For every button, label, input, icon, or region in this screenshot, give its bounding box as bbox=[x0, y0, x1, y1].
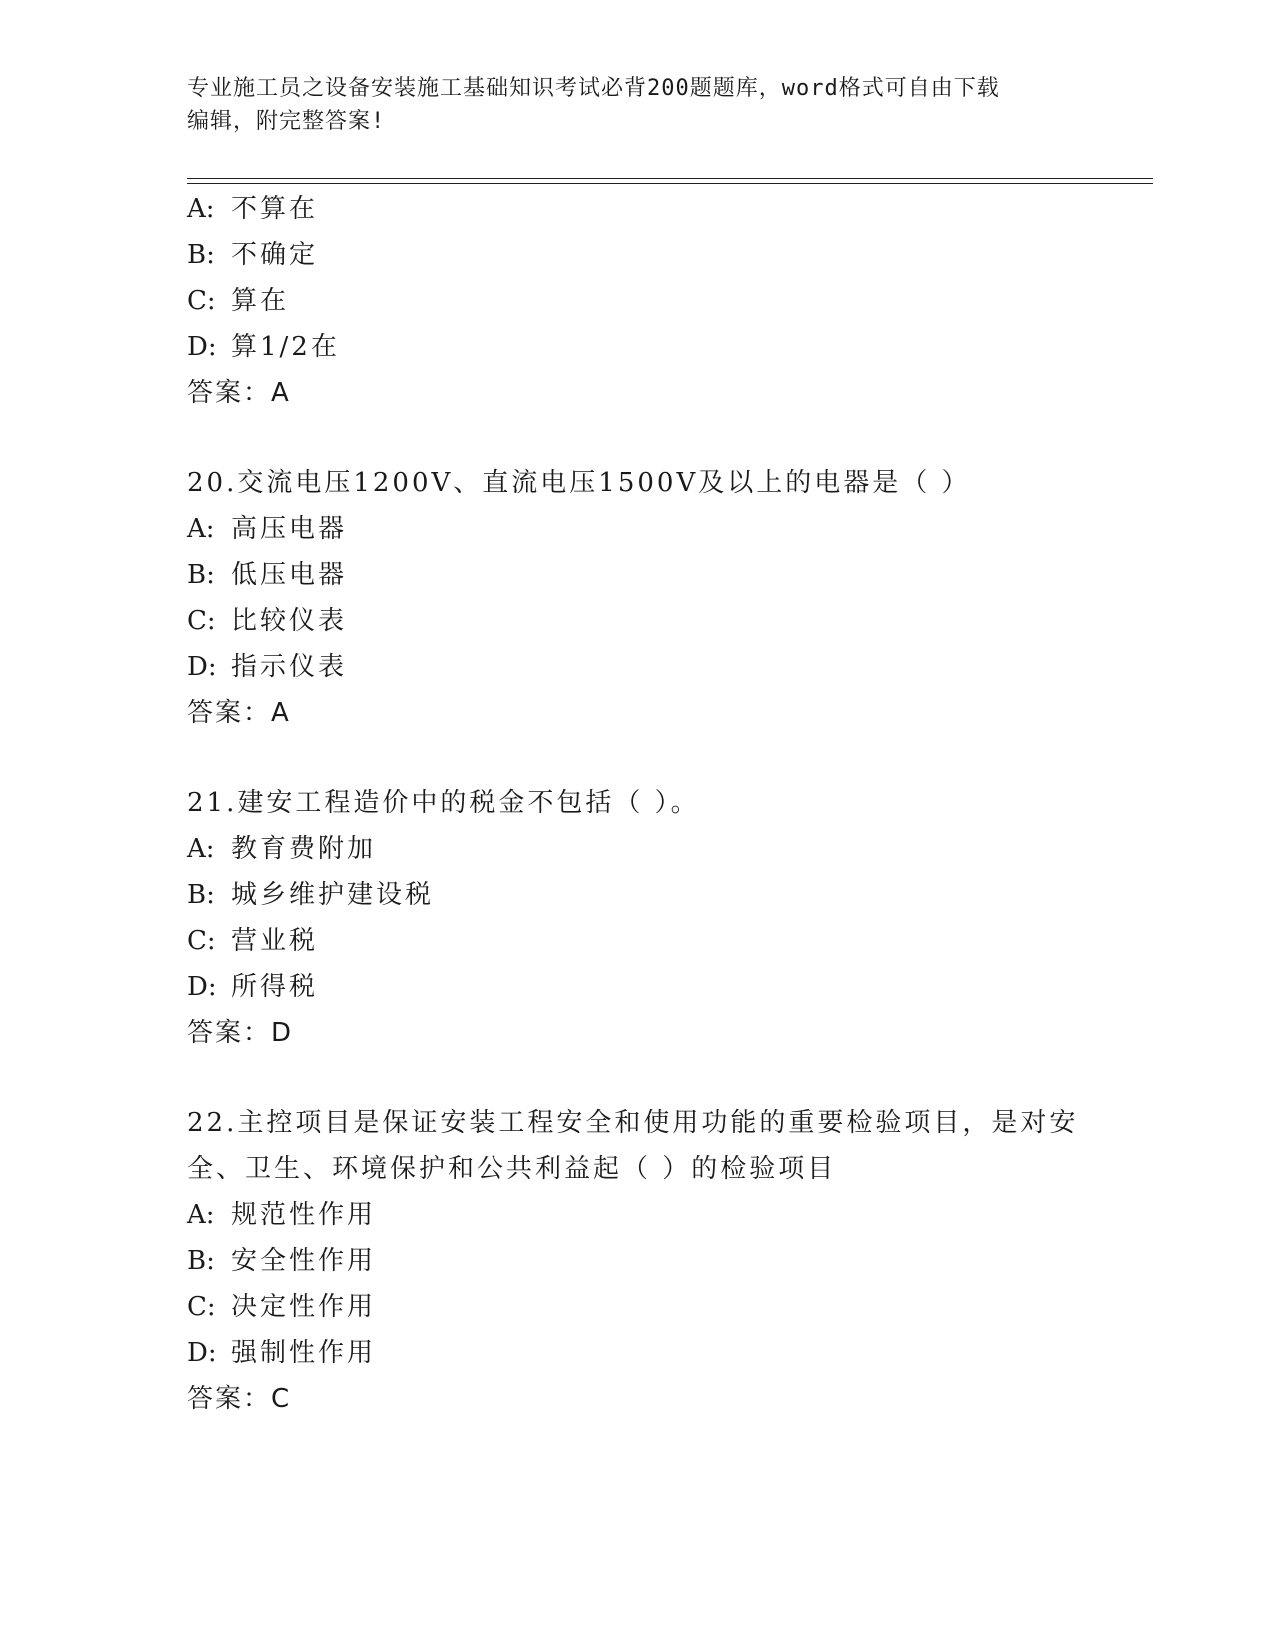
option-letter: B: bbox=[187, 240, 215, 270]
option-text: 规范性作用 bbox=[231, 1200, 377, 1230]
option-letter: A: bbox=[187, 834, 215, 864]
question-stem-line-2: 全、卫生、环境保护和公共利益起（ ）的检验项目 bbox=[187, 1154, 837, 1184]
option-letter: B: bbox=[187, 560, 215, 590]
option-text: 比较仪表 bbox=[231, 606, 348, 636]
option-letter: C: bbox=[187, 926, 216, 956]
option-text: 强制性作用 bbox=[231, 1338, 377, 1368]
option-b bbox=[187, 232, 1087, 278]
answer-line: 答案：C bbox=[187, 1384, 292, 1414]
spacer bbox=[187, 736, 1087, 780]
option-a bbox=[187, 186, 1087, 232]
option-a bbox=[187, 506, 1087, 552]
header-divider-bottom bbox=[187, 183, 1153, 184]
question-block-21 bbox=[187, 780, 1087, 1056]
header-divider-top bbox=[187, 178, 1153, 179]
spacer bbox=[187, 416, 1087, 460]
header-title-line-1: 专业施工员之设备安装施工基础知识考试必背200题题库，word格式可自由下载 bbox=[187, 76, 1000, 101]
option-b bbox=[187, 552, 1087, 598]
option-a bbox=[187, 826, 1087, 872]
option-text: 城乡维护建设税 bbox=[231, 880, 435, 910]
option-text: 教育费附加 bbox=[231, 834, 377, 864]
option-text: 决定性作用 bbox=[231, 1292, 377, 1322]
option-c bbox=[187, 1284, 1087, 1330]
option-letter: B: bbox=[187, 1246, 215, 1276]
option-letter: B: bbox=[187, 880, 215, 910]
option-text: 低压电器 bbox=[231, 560, 348, 590]
question-block-20 bbox=[187, 460, 1087, 736]
header-title-line-2: 编辑，附完整答案! bbox=[187, 109, 386, 134]
option-letter: C: bbox=[187, 606, 216, 636]
question-stem: 21.建安工程造价中的税金不包括（ ）。 bbox=[187, 788, 700, 818]
option-d bbox=[187, 1330, 1087, 1376]
option-letter: D: bbox=[187, 332, 217, 362]
option-d bbox=[187, 964, 1087, 1010]
option-c bbox=[187, 918, 1087, 964]
option-text: 算在 bbox=[231, 286, 290, 316]
option-d bbox=[187, 324, 1087, 370]
option-letter: A: bbox=[187, 194, 215, 224]
spacer bbox=[187, 1056, 1087, 1100]
option-b bbox=[187, 872, 1087, 918]
option-text: 不确定 bbox=[231, 240, 319, 270]
option-letter: D: bbox=[187, 652, 217, 682]
question-block-prev bbox=[187, 186, 1087, 416]
option-letter: A: bbox=[187, 1200, 215, 1230]
option-c bbox=[187, 278, 1087, 324]
option-c bbox=[187, 598, 1087, 644]
option-letter: D: bbox=[187, 972, 217, 1002]
option-letter: C: bbox=[187, 1292, 216, 1322]
answer-line: 答案：A bbox=[187, 378, 291, 408]
question-stem-line-1: 22.主控项目是保证安装工程安全和使用功能的重要检验项目，是对安 bbox=[187, 1108, 1079, 1138]
answer-line: 答案：A bbox=[187, 698, 291, 728]
option-text: 指示仪表 bbox=[231, 652, 348, 682]
document-header bbox=[187, 72, 1067, 138]
option-text: 营业税 bbox=[231, 926, 319, 956]
option-letter: C: bbox=[187, 286, 216, 316]
question-stem: 20.交流电压1200V、直流电压1500V及以上的电器是（ ） bbox=[187, 468, 971, 498]
option-letter: D: bbox=[187, 1338, 217, 1368]
option-a bbox=[187, 1192, 1087, 1238]
question-block-22 bbox=[187, 1100, 1087, 1422]
question-list bbox=[187, 186, 1087, 1422]
option-d bbox=[187, 644, 1087, 690]
option-text: 所得税 bbox=[231, 972, 319, 1002]
option-b bbox=[187, 1238, 1087, 1284]
option-text: 算1/2在 bbox=[231, 332, 340, 362]
answer-line: 答案：D bbox=[187, 1018, 294, 1048]
option-text: 高压电器 bbox=[231, 514, 348, 544]
option-text: 安全性作用 bbox=[231, 1246, 377, 1276]
option-letter: A: bbox=[187, 514, 215, 544]
option-text: 不算在 bbox=[231, 194, 319, 224]
